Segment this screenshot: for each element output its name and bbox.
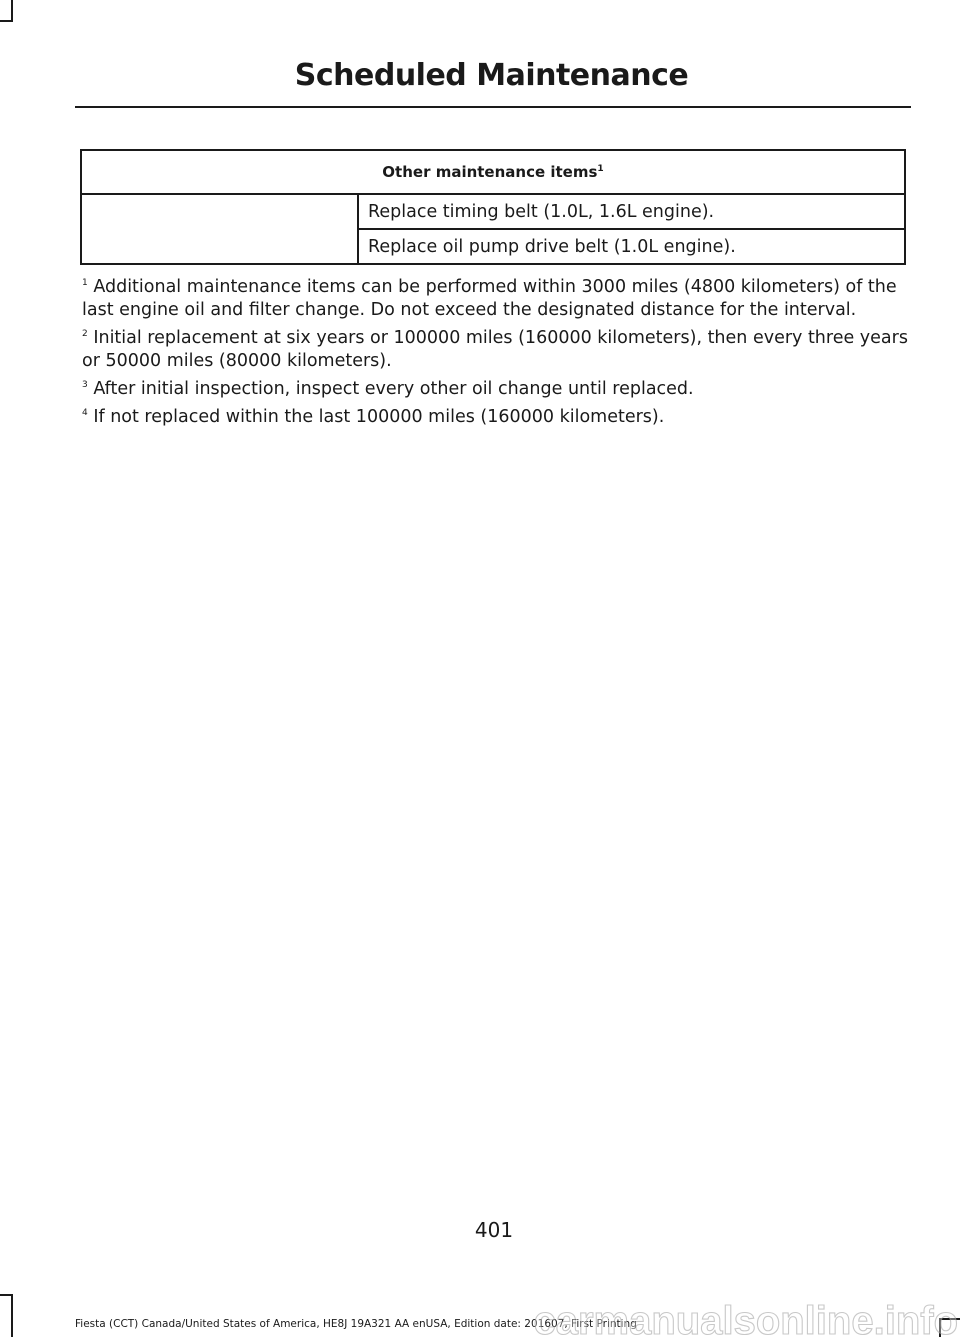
- footnote-text: Initial replacement at six years or 100000 miles (160000 kilometers), then every three years or 50000 miles (80000 kilometers).: [82, 328, 908, 371]
- table-cell-item: [81, 194, 358, 264]
- maintenance-table: [80, 149, 906, 265]
- title-divider: [75, 106, 911, 108]
- page-number: 401: [474, 1218, 514, 1242]
- footnote-text: If not replaced within the last 100000 miles (160000 kilometers).: [93, 407, 665, 427]
- page-title: Scheduled Maintenance: [294, 58, 689, 93]
- table-cell-action: Replace oil pump drive belt (1.0L engine).: [358, 229, 905, 264]
- footnote-4: [82, 406, 908, 429]
- table-cell-action: Replace timing belt (1.0L, 1.6L engine).: [358, 194, 905, 229]
- table-heading-text: Other maintenance items: [382, 163, 598, 181]
- crop-mark-bottom-right-v: [939, 1318, 941, 1337]
- footnote-mark: 4: [82, 408, 88, 419]
- footer-edition-info: Fiesta (CCT) Canada/United States of America, HE8J 19A321 AA enUSA, Edition date: 201607, First Printing: [75, 1318, 637, 1330]
- crop-mark-top-left-v: [11, 0, 13, 22]
- footnote-text: Additional maintenance items can be performed within 3000 miles (4800 kilometers) of the last engine oil and filter change. Do not exceed the designated distance for the interval.: [82, 277, 897, 320]
- footnotes: [82, 276, 908, 434]
- table-header-row: [81, 150, 905, 194]
- footnote-1: [82, 276, 908, 322]
- footnote-text: After initial inspection, inspect every other oil change until replaced.: [93, 379, 694, 399]
- footnote-mark: 1: [82, 278, 88, 289]
- crop-mark-bottom-left-v: [11, 1294, 13, 1337]
- table-heading: [81, 150, 905, 194]
- footnote-mark: 3: [82, 380, 88, 391]
- table-row: [81, 194, 905, 229]
- table-heading-footnote-mark: 1: [597, 164, 604, 174]
- crop-mark-bottom-left-h: [0, 1294, 13, 1296]
- footnote-3: [82, 378, 908, 401]
- watermark-text: carmanualsonline.info: [533, 1299, 958, 1337]
- crop-mark-top-left-h: [0, 20, 13, 22]
- footnote-2: [82, 327, 908, 373]
- crop-mark-bottom-right-h: [939, 1318, 960, 1320]
- footnote-mark: 2: [82, 329, 88, 340]
